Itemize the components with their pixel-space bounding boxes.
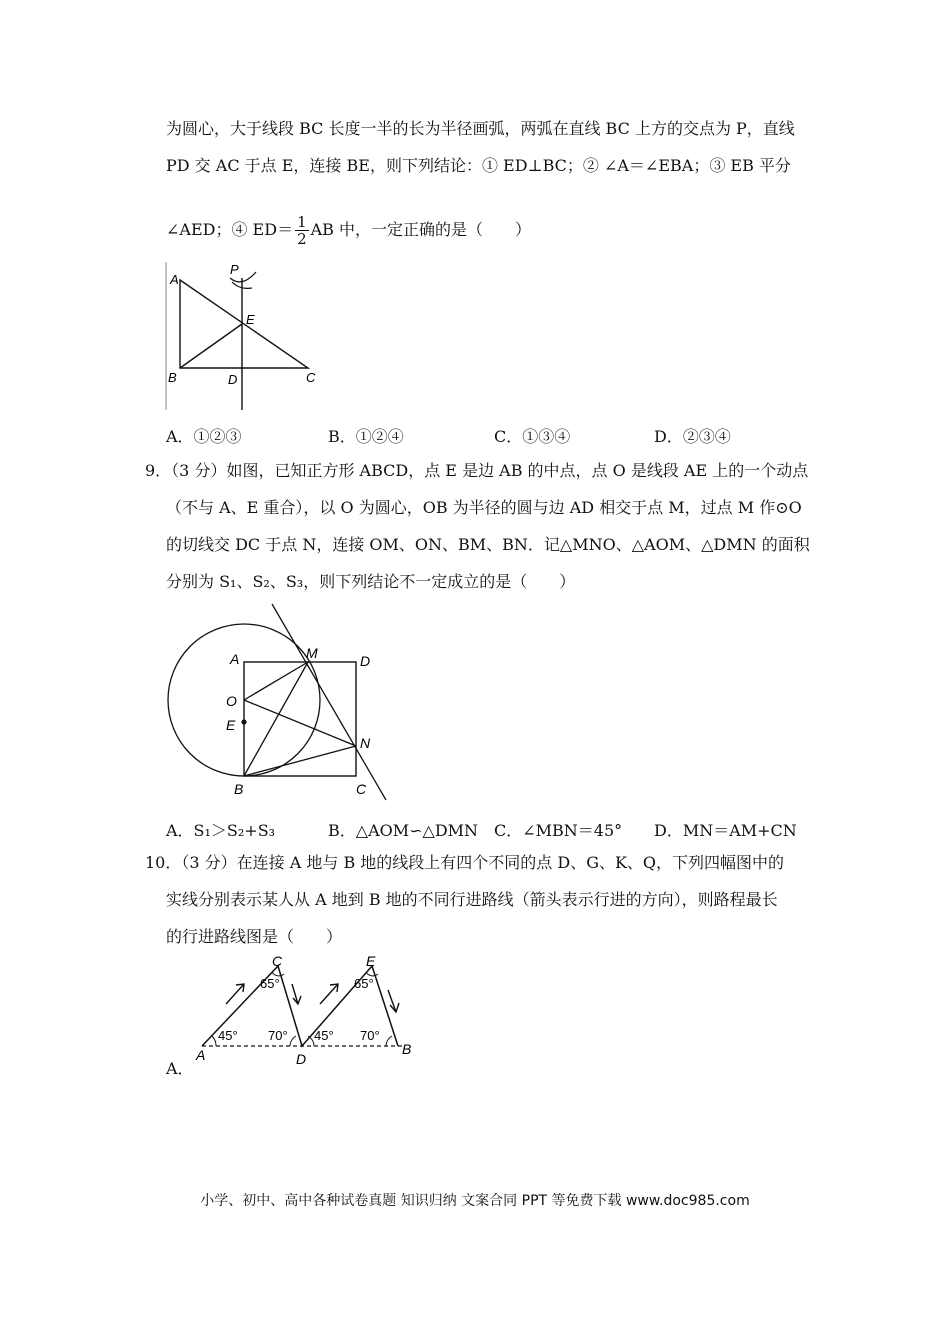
- label-d: D: [360, 653, 371, 669]
- q9-option-d: D．MN＝AM+CN: [654, 821, 797, 840]
- q9-option-a: A．S₁＞S₂+S₃: [166, 821, 276, 840]
- q8-option-c: C．①③④: [494, 427, 571, 446]
- angle-65-e: 65°: [354, 976, 374, 991]
- tangent-line: [272, 604, 386, 800]
- q9-option-c: C．∠MBN＝45°: [494, 821, 623, 840]
- q8-option-d: D．②③④: [654, 427, 731, 446]
- segment-bm: [244, 662, 308, 776]
- segment-be: [180, 324, 242, 368]
- q10-option-a: A．: [166, 1059, 194, 1078]
- angle-45-d: 45°: [314, 1028, 334, 1043]
- angle-70-d: 70°: [268, 1028, 288, 1043]
- label-c: C: [306, 370, 316, 385]
- label-a: A: [196, 1047, 206, 1063]
- q8-option-a: A．①②③: [166, 427, 242, 446]
- label-c: C: [356, 781, 367, 797]
- label-p: P: [230, 262, 239, 277]
- q10-line-3: 的行进路线图是（ ）: [166, 927, 343, 946]
- angle-45-a: 45°: [218, 1028, 238, 1043]
- label-e: E: [366, 953, 376, 969]
- label-b: B: [234, 781, 244, 797]
- page-footer: 小学、初中、高中各种试卷真题 知识归纳 文案合同 PPT 等免费下载 www.doc985.com: [200, 1193, 750, 1209]
- label-e: E: [246, 312, 255, 327]
- angle-arc-b: [386, 1036, 392, 1046]
- segment-on: [244, 700, 356, 746]
- q9-line-3: 的切线交 DC 于点 N，连接 OM、ON、BM、BN．记△MNO、△AOM、△DMN 的面积: [166, 535, 810, 554]
- q9-figure: [160, 600, 400, 805]
- arrow-3: [320, 984, 338, 1004]
- q8-line-3-post: AB 中，一定正确的是（ ）: [310, 220, 532, 239]
- q9-option-b: B．△AOM∽△DMN: [328, 821, 479, 840]
- label-m: M: [306, 645, 318, 661]
- q9-line-1: 9．（3 分）如图，已知正方形 ABCD，点 E 是边 AB 的中点，点 O 是线段 AE 上的一个动点: [145, 461, 809, 480]
- label-a: A: [230, 651, 240, 667]
- label-a: A: [170, 272, 179, 287]
- q10-figure-a: [190, 952, 420, 1072]
- label-b: B: [168, 370, 177, 385]
- label-d: D: [296, 1051, 307, 1067]
- q9-line-4: 分别为 S₁、S₂、S₃，则下列结论不一定成立的是（ ）: [166, 572, 576, 591]
- fraction-half: $\frac{1}{2}$: [297, 213, 307, 248]
- q8-line-3: [166, 214, 531, 247]
- q8-line-2: PD 交 AC 于点 E，连接 BE，则下列结论：① ED⊥BC；② ∠A＝∠EBA；③ EB 平分: [166, 156, 791, 175]
- label-n: N: [360, 735, 371, 751]
- q10-line-1: 10．（3 分）在连接 A 地与 B 地的线段上有四个不同的点 D、G、K、Q，下列四幅图中的: [145, 853, 785, 872]
- q9-line-2: （不与 A、E 重合），以 O 为圆心，OB 为半径的圆与边 AD 相交于点 M，过点 M 作⊙O: [166, 498, 802, 517]
- q8-line-1: 为圆心，大于线段 BC 长度一半的长为半径画弧，两弧在直线 BC 上方的交点为 P，直线: [166, 119, 795, 138]
- label-d: D: [228, 372, 238, 387]
- q10-line-2: 实线分别表示某人从 A 地到 B 地的不同行进路线（箭头表示行进的方向），则路程最长: [166, 890, 778, 909]
- angle-65-c: 65°: [260, 976, 280, 991]
- angle-arc-d-left: [290, 1036, 296, 1046]
- q8-line-3-pre: ∠AED；④ ED＝: [166, 220, 294, 239]
- point-e: [241, 719, 246, 724]
- angle-arc-a: [212, 1036, 216, 1046]
- q8-option-b: B．①②④: [328, 427, 404, 446]
- label-e: E: [226, 717, 236, 733]
- label-c: C: [272, 953, 283, 969]
- segment-om: [244, 662, 308, 700]
- label-b: B: [402, 1041, 412, 1057]
- q8-figure: [160, 258, 330, 418]
- arrow-1: [226, 984, 244, 1004]
- angle-70-b: 70°: [360, 1028, 380, 1043]
- label-o: O: [226, 693, 237, 709]
- arrow-4: [388, 990, 396, 1012]
